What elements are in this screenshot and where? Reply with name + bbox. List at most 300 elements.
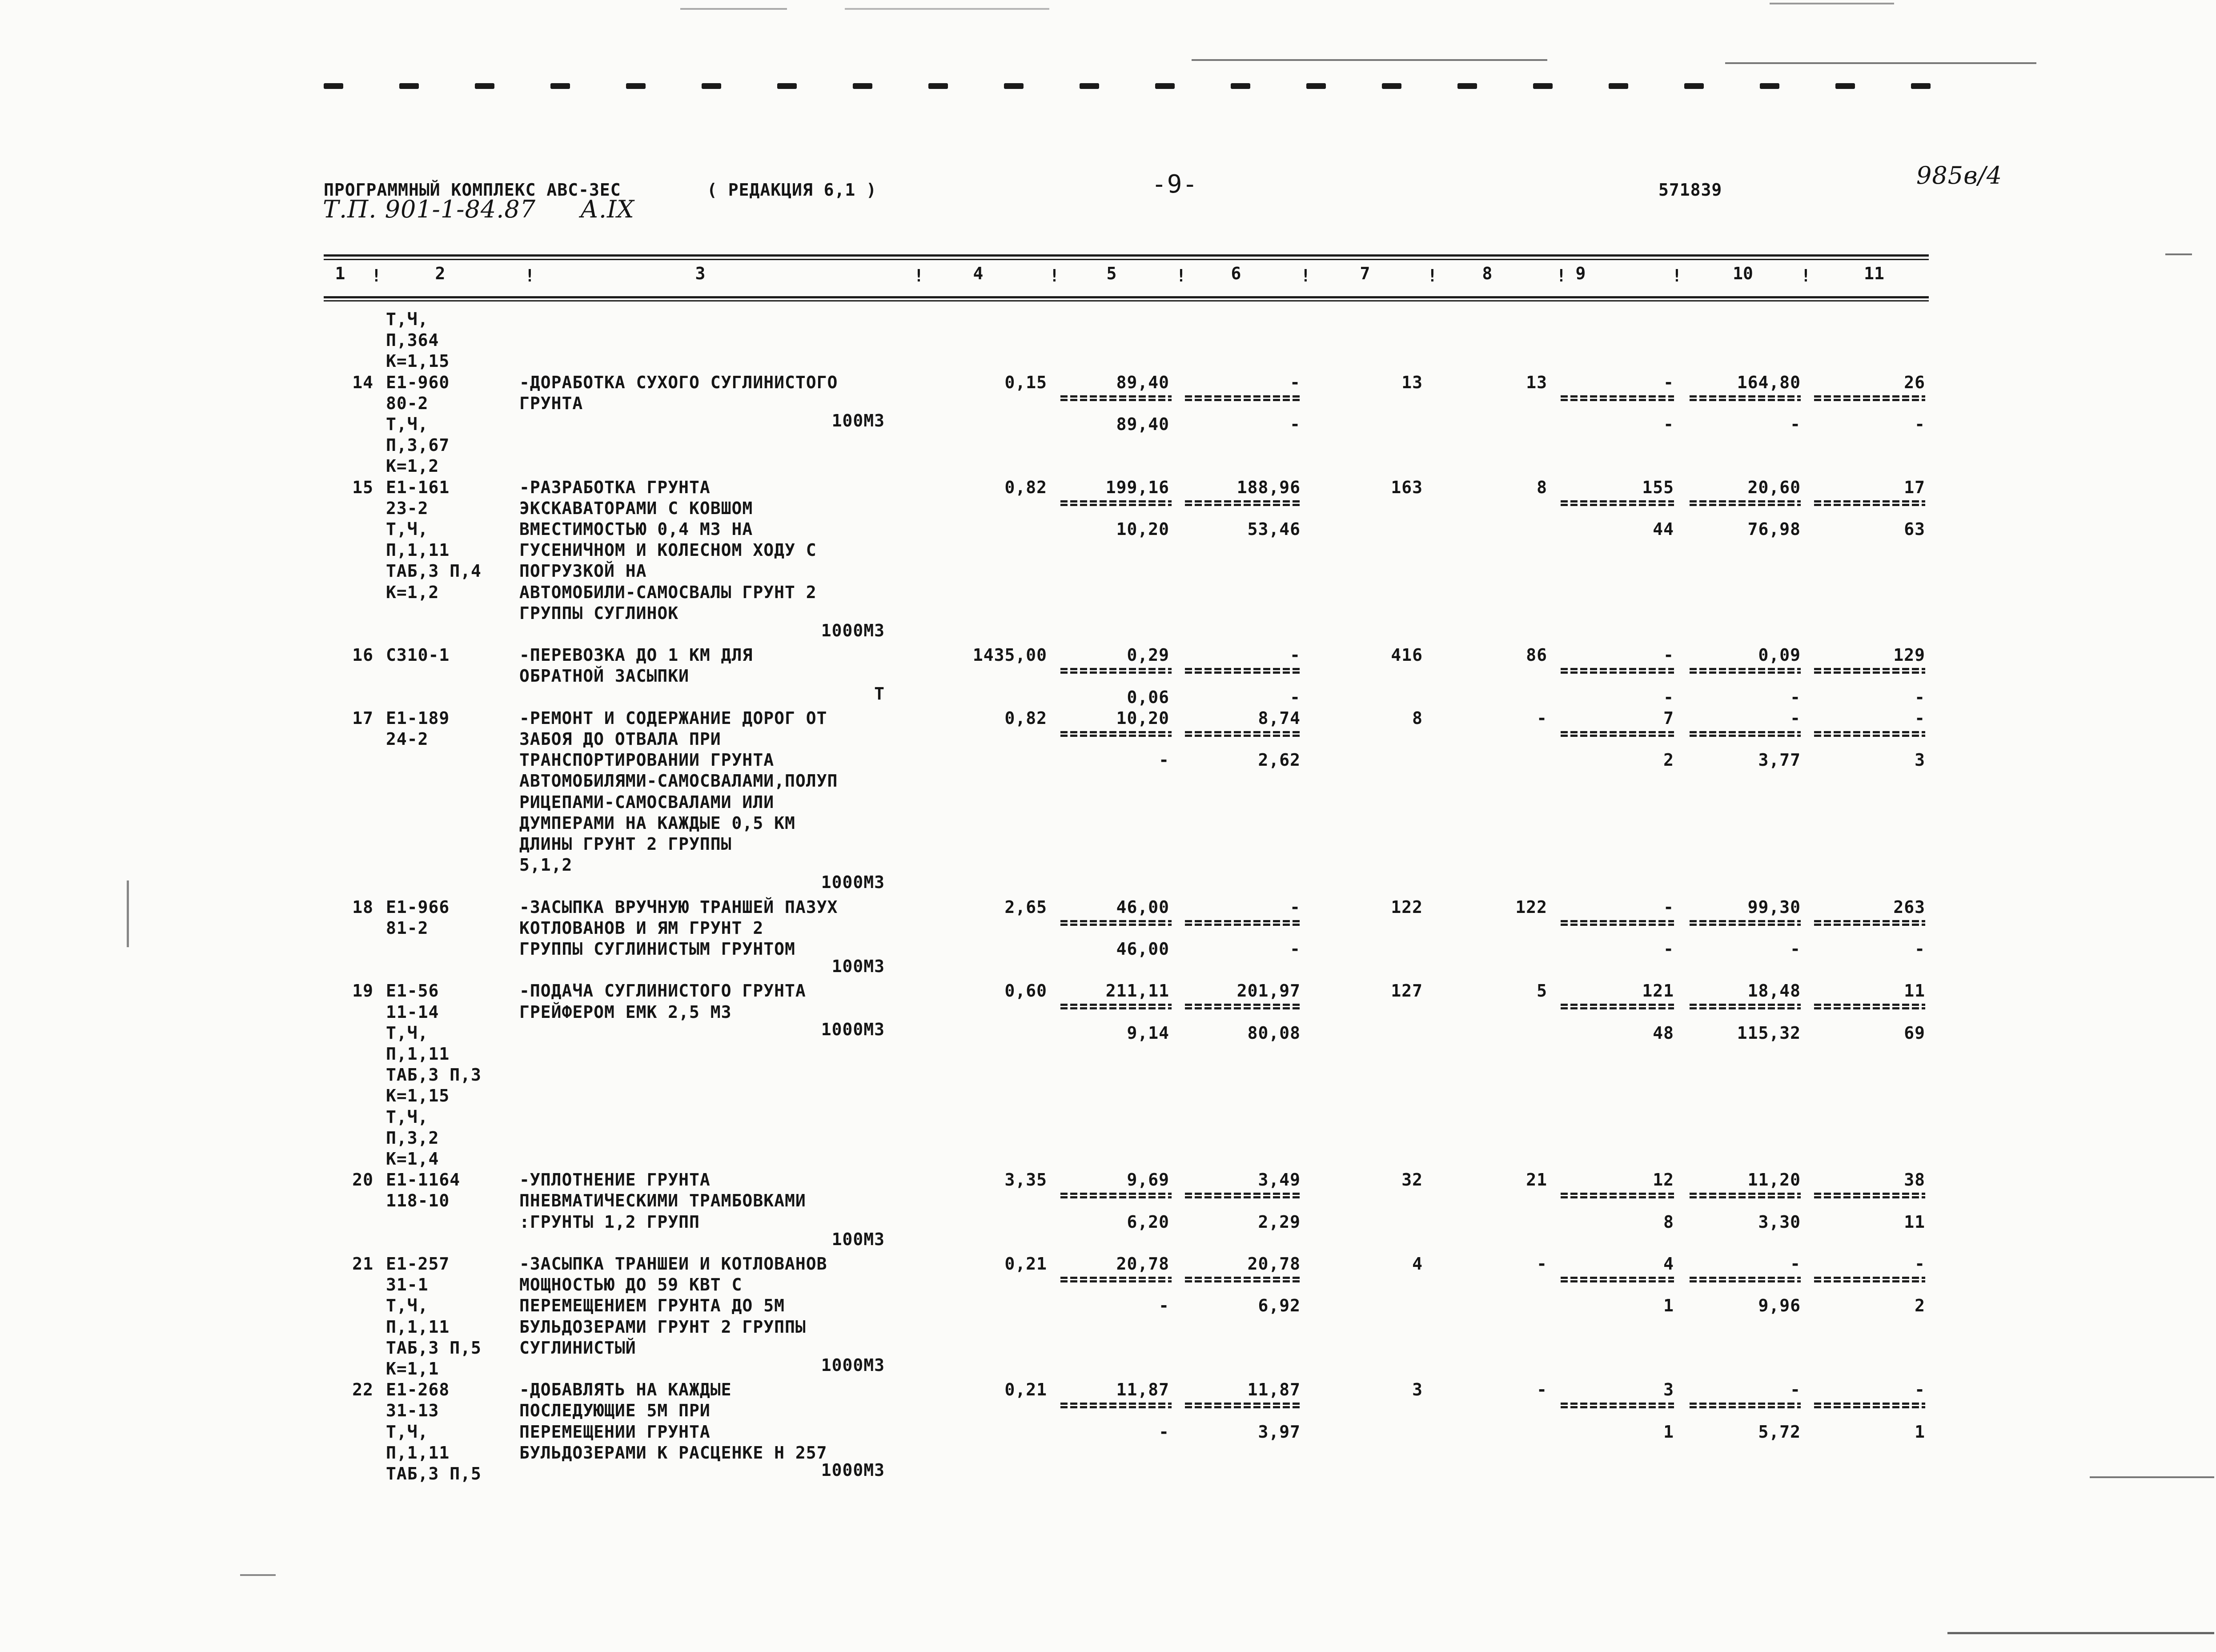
labor-c5: - [1159, 1422, 1169, 1442]
rate-code: 81-2 [386, 918, 429, 938]
subtotal-rule [1814, 1403, 1925, 1405]
unit-of-measure: 100М3 [831, 957, 885, 977]
subtotal-rule [1814, 1004, 1925, 1006]
cost-c11: - [1915, 708, 1925, 728]
labor-c6: - [1290, 939, 1301, 959]
perforation-dash [702, 83, 721, 89]
row-number: 16 [352, 645, 373, 665]
unit-of-measure: 1000М3 [821, 1019, 885, 1039]
work-description: -РЕМОНТ И СОДЕРЖАНИЕ ДОРОГ ОТ [519, 708, 827, 728]
subtotal-rule [1814, 924, 1925, 926]
subtotal-rule [1814, 1196, 1925, 1198]
perforation-dash [1306, 83, 1326, 89]
subtotal-rule [1690, 731, 1801, 733]
subtotal-rule [1185, 399, 1301, 401]
row-number: 17 [352, 708, 373, 728]
subtotal-rule [1814, 1007, 1925, 1009]
subtotal-rule [1814, 731, 1925, 733]
rate-code: 80-2 [386, 393, 429, 413]
labor-c10: 76,98 [1747, 519, 1801, 539]
labor-c9: 1 [1663, 1296, 1674, 1316]
cost-c5: 211,11 [1105, 981, 1169, 1001]
subtotal-rule [1185, 1196, 1301, 1198]
subtotal-rule [1814, 668, 1925, 670]
subtotal-rule [1185, 920, 1301, 922]
scan-streak [1947, 1632, 2214, 1634]
rate-code: ТАБ,3 П,3 [386, 1065, 482, 1085]
rate-code: К=1,4 [386, 1149, 439, 1169]
column-header-5: 5 [1106, 264, 1117, 283]
subtotal-rule [1185, 1007, 1301, 1009]
subtotal-rule [1814, 1193, 1925, 1195]
cost-c5: 199,16 [1105, 477, 1169, 497]
cost-c9: 3 [1663, 1380, 1674, 1400]
work-description: ТРАНСПОРТИРОВАНИИ ГРУНТА [519, 750, 775, 770]
column-separator: ! [1556, 266, 1566, 285]
rate-code: П,1,11 [386, 1044, 450, 1064]
subtotal-rule [1690, 1403, 1801, 1405]
cost-c8: 21 [1526, 1170, 1547, 1190]
cost-c11: 26 [1904, 372, 1925, 392]
column-separator: ! [1049, 266, 1060, 285]
rate-code: Е1-257 [386, 1254, 450, 1274]
work-description: -ЗАСЫПКА ТРАНШЕИ И КОТЛОВАНОВ [519, 1254, 827, 1274]
cost-c10: 20,60 [1747, 477, 1801, 497]
labor-c6: 2,29 [1258, 1212, 1301, 1232]
cost-c6: 8,74 [1258, 708, 1301, 728]
scan-streak [240, 1574, 276, 1576]
subtotal-rule [1690, 395, 1801, 398]
rate-code: С310-1 [386, 645, 450, 665]
subtotal-rule [1185, 500, 1301, 502]
perforation-dash [626, 83, 646, 89]
cost-c9: - [1663, 645, 1674, 665]
cost-c11: - [1915, 1380, 1925, 1400]
cost-c5: 10,20 [1116, 708, 1169, 728]
rate-code: ТАБ,3 П,5 [386, 1464, 482, 1483]
labor-c10: 9,96 [1758, 1296, 1801, 1316]
unit-of-measure: 1000М3 [821, 1460, 885, 1480]
subtotal-rule [1561, 671, 1674, 674]
cost-c6: 201,97 [1236, 981, 1301, 1001]
subtotal-rule [1690, 500, 1801, 502]
cost-c10: - [1790, 1380, 1801, 1400]
subtotal-rule [1690, 1193, 1801, 1195]
perforation-dash [1004, 83, 1024, 89]
scan-streak [127, 880, 129, 947]
cost-c8: 5 [1537, 981, 1547, 1001]
perforation-dash [853, 83, 872, 89]
cost-c8: 13 [1526, 372, 1547, 392]
rate-code: Т,Ч, [386, 1422, 429, 1442]
work-description: МОЩНОСТЬЮ ДО 59 КВТ С [519, 1275, 743, 1295]
subtotal-rule [1814, 1406, 1925, 1408]
subtotal-rule [1690, 1007, 1801, 1009]
labor-c11: 3 [1915, 750, 1925, 770]
subtotal-rule [1060, 671, 1172, 674]
rate-code: П,3,2 [386, 1128, 439, 1148]
rate-code: П,1,11 [386, 1443, 450, 1463]
subtotal-rule [1561, 1196, 1674, 1198]
subtotal-rule [1561, 1007, 1674, 1009]
rate-code: 118-10 [386, 1191, 450, 1211]
subtotal-rule [1060, 1196, 1172, 1198]
subtotal-rule [1690, 1406, 1801, 1408]
work-description: ПОСЛЕДУЮЩИЕ 5М ПРИ [519, 1401, 711, 1421]
cost-c10: 99,30 [1747, 897, 1801, 917]
quantity: 3,35 [1004, 1170, 1047, 1190]
perforation-dash [928, 83, 948, 89]
document-code: 571839 [1658, 180, 1722, 200]
cost-c11: 11 [1904, 981, 1925, 1001]
edition-label: ( РЕДАКЦИЯ 6,1 ) [707, 180, 877, 200]
subtotal-rule [1814, 671, 1925, 674]
subtotal-rule [1561, 1280, 1674, 1282]
subtotal-rule [1561, 1193, 1674, 1195]
cost-c8: - [1537, 1380, 1547, 1400]
work-description: ДУМПЕРАМИ НА КАЖДЫЕ 0,5 КМ [519, 813, 795, 833]
work-description: РИЦЕПАМИ-САМОСВАЛАМИ ИЛИ [519, 792, 775, 812]
cost-c11: 38 [1904, 1170, 1925, 1190]
subtotal-rule [1814, 920, 1925, 922]
subtotal-rule [1060, 735, 1172, 737]
labor-c5: 46,00 [1116, 939, 1169, 959]
subtotal-rule [1690, 1280, 1801, 1282]
labor-c5: 6,20 [1127, 1212, 1169, 1232]
subtotal-rule [1185, 395, 1301, 398]
unit-of-measure: Т [874, 683, 885, 703]
rate-code: 11-14 [386, 1002, 439, 1022]
subtotal-rule [1561, 924, 1674, 926]
cost-c9: - [1663, 897, 1674, 917]
subtotal-rule [1814, 1280, 1925, 1282]
rate-code: К=1,2 [386, 456, 439, 476]
row-number: 22 [352, 1380, 373, 1400]
labor-c11: 69 [1904, 1023, 1925, 1043]
cost-c11: 263 [1893, 897, 1925, 917]
subtotal-rule [1561, 731, 1674, 733]
work-description: ДЛИНЫ ГРУНТ 2 ГРУППЫ [519, 834, 732, 854]
labor-c10: - [1790, 414, 1801, 434]
quantity: 0,21 [1004, 1380, 1047, 1400]
row-number: 15 [352, 477, 373, 497]
cost-c5: 9,69 [1127, 1170, 1169, 1190]
cost-c10: 11,20 [1747, 1170, 1801, 1190]
rate-code: 31-13 [386, 1401, 439, 1421]
column-header-4: 4 [973, 264, 984, 283]
code-line: К=1,15 [386, 351, 450, 371]
work-description: ЗАБОЯ ДО ОТВАЛА ПРИ [519, 729, 721, 749]
scan-streak [2165, 253, 2192, 255]
perforation-dash [324, 83, 343, 89]
labor-c11: 2 [1915, 1296, 1925, 1316]
column-separator: ! [525, 266, 535, 285]
cost-c10: 18,48 [1747, 981, 1801, 1001]
labor-c11: 11 [1904, 1212, 1925, 1232]
column-header-8: 8 [1482, 264, 1493, 283]
subtotal-rule [1060, 731, 1172, 733]
work-description: 5,1,2 [519, 855, 573, 875]
cost-c7: 3 [1412, 1380, 1423, 1400]
column-separator: ! [1176, 266, 1186, 285]
labor-c10: - [1790, 939, 1801, 959]
cost-c7: 4 [1412, 1254, 1423, 1274]
subtotal-rule [1561, 1004, 1674, 1006]
quantity: 0,82 [1004, 708, 1047, 728]
labor-c9: - [1663, 414, 1674, 434]
cost-c8: 122 [1515, 897, 1547, 917]
subtotal-rule [1185, 1403, 1301, 1405]
row-number: 21 [352, 1254, 373, 1274]
work-description: БУЛЬДОЗЕРАМИ К РАСЦЕНКЕ Н 257 [519, 1443, 827, 1463]
cost-c5: 11,87 [1116, 1380, 1169, 1400]
column-header-2: 2 [435, 264, 446, 283]
subtotal-rule [1185, 1277, 1301, 1279]
scan-streak [845, 8, 1049, 10]
work-description: -РАЗРАБОТКА ГРУНТА [519, 477, 711, 497]
cost-c5: 0,29 [1127, 645, 1169, 665]
cost-c7: 32 [1401, 1170, 1423, 1190]
subtotal-rule [1561, 395, 1674, 398]
subtotal-rule [1814, 500, 1925, 502]
column-header-1: 1 [335, 264, 345, 283]
work-description: ПЕРЕМЕЩЕНИЕМ ГРУНТА ДО 5М [519, 1296, 785, 1316]
labor-c9: 44 [1653, 519, 1674, 539]
subtotal-rule [1690, 668, 1801, 670]
rate-code: Т,Ч, [386, 414, 429, 434]
labor-c6: 2,62 [1258, 750, 1301, 770]
subtotal-rule [1561, 504, 1674, 506]
subtotal-rule [1814, 399, 1925, 401]
work-description: -ПЕРЕВОЗКА ДО 1 КМ ДЛЯ [519, 645, 753, 665]
labor-c11: - [1915, 687, 1925, 707]
unit-of-measure: 100М3 [831, 1229, 885, 1249]
labor-c11: - [1915, 939, 1925, 959]
table-top-rule [324, 254, 1929, 257]
subtotal-rule [1690, 735, 1801, 737]
rate-code: П,1,11 [386, 540, 450, 560]
work-description: АВТОМОБИЛИ-САМОСВАЛЫ ГРУНТ 2 [519, 582, 817, 602]
quantity: 0,82 [1004, 477, 1047, 497]
perforation-dash [475, 83, 494, 89]
labor-c6: 80,08 [1247, 1023, 1301, 1043]
labor-c6: 6,92 [1258, 1296, 1301, 1316]
labor-c10: 115,32 [1737, 1023, 1801, 1043]
work-description: ОБРАТНОЙ ЗАСЫПКИ [519, 666, 690, 686]
perforation-dash [1609, 83, 1628, 89]
rate-code: Е1-268 [386, 1380, 450, 1400]
cost-c6: - [1290, 645, 1301, 665]
work-description: КОТЛОВАНОВ И ЯМ ГРУНТ 2 [519, 918, 764, 938]
column-header-10: 10 [1733, 264, 1753, 283]
subtotal-rule [1060, 668, 1172, 670]
work-description: БУЛЬДОЗЕРАМИ ГРУНТ 2 ГРУППЫ [519, 1317, 806, 1337]
subtotal-rule [1060, 1280, 1172, 1282]
cost-c7: 13 [1401, 372, 1423, 392]
cost-c8: - [1537, 708, 1547, 728]
perforation-dash [777, 83, 797, 89]
cost-c9: 12 [1653, 1170, 1674, 1190]
perforation-dash [1760, 83, 1779, 89]
cost-c5: 89,40 [1116, 372, 1169, 392]
subtotal-rule [1185, 504, 1301, 506]
labor-c10: - [1790, 687, 1801, 707]
subtotal-rule [1690, 1004, 1801, 1006]
work-description: ГРУППЫ СУГЛИНОК [519, 603, 679, 623]
subtotal-rule [1690, 920, 1801, 922]
cost-c9: 155 [1642, 477, 1674, 497]
rate-code: Т,Ч, [386, 1296, 429, 1316]
perforation-dash [1457, 83, 1477, 89]
rate-code: Е1-161 [386, 477, 450, 497]
subtotal-rule [1060, 504, 1172, 506]
subtotal-rule [1561, 735, 1674, 737]
perforation-dash [1080, 83, 1099, 89]
quantity: 1435,00 [972, 645, 1047, 665]
subtotal-rule [1814, 735, 1925, 737]
cost-c6: 11,87 [1247, 1380, 1301, 1400]
subtotal-rule [1185, 1004, 1301, 1006]
labor-c6: 53,46 [1247, 519, 1301, 539]
labor-c5: 0,06 [1127, 687, 1169, 707]
rate-code: Е1-966 [386, 897, 450, 917]
quantity: 0,60 [1004, 981, 1047, 1001]
cost-c11: 17 [1904, 477, 1925, 497]
column-header-9: 9 [1575, 264, 1586, 283]
labor-c5: 10,20 [1116, 519, 1169, 539]
rate-code: 24-2 [386, 729, 429, 749]
column-header-11: 11 [1864, 264, 1884, 283]
rate-code: ТАБ,3 П,4 [386, 561, 482, 581]
work-description: ПНЕВМАТИЧЕСКИМИ ТРАМБОВКАМИ [519, 1191, 806, 1211]
page-number: -9- [1152, 170, 1198, 199]
subtotal-rule [1814, 1277, 1925, 1279]
labor-c5: - [1159, 750, 1169, 770]
cost-c10: - [1790, 708, 1801, 728]
rate-code: Е1-960 [386, 372, 450, 392]
cost-c7: 8 [1412, 708, 1423, 728]
labor-c5: 89,40 [1116, 414, 1169, 434]
subtotal-rule [1561, 920, 1674, 922]
row-number: 19 [352, 981, 373, 1001]
labor-c6: - [1290, 687, 1301, 707]
labor-c9: - [1663, 939, 1674, 959]
labor-c10: 3,30 [1758, 1212, 1801, 1232]
subtotal-rule [1561, 668, 1674, 670]
labor-c6: - [1290, 414, 1301, 434]
work-description: ЭКСКАВАТОРАМИ С КОВШОМ [519, 498, 753, 518]
subtotal-rule [1561, 399, 1674, 401]
subtotal-rule [1185, 671, 1301, 674]
labor-c6: 3,97 [1258, 1422, 1301, 1442]
program-title: ПРОГРАММНЫЙ КОМПЛЕКС АВС-3ЕС [324, 180, 621, 200]
column-header-7: 7 [1360, 264, 1370, 283]
rate-code: 23-2 [386, 498, 429, 518]
subtotal-rule [1185, 731, 1301, 733]
row-number: 18 [352, 897, 373, 917]
scan-streak [680, 8, 787, 10]
work-description: :ГРУНТЫ 1,2 ГРУПП [519, 1212, 700, 1232]
handwritten-project-number: Т.П. 901-1-84.87 [323, 195, 536, 223]
rate-code: Е1-1164 [386, 1170, 461, 1190]
cost-c6: 188,96 [1236, 477, 1301, 497]
column-header-6: 6 [1231, 264, 1241, 283]
column-separator: ! [914, 266, 924, 285]
rate-code: ТАБ,3 П,5 [386, 1338, 482, 1358]
scan-streak [1192, 59, 1547, 61]
perforation-dash [1382, 83, 1401, 89]
unit-of-measure: 1000М3 [821, 621, 885, 640]
quantity: 0,21 [1004, 1254, 1047, 1274]
cost-c6: - [1290, 897, 1301, 917]
column-separator: ! [1672, 266, 1682, 285]
rate-code: 31-1 [386, 1275, 429, 1295]
perforation-dash [1911, 83, 1931, 89]
subtotal-rule [1561, 1403, 1674, 1405]
work-description: СУГЛИНИСТЫЙ [519, 1338, 636, 1358]
labor-c9: 1 [1663, 1422, 1674, 1442]
subtotal-rule [1060, 1403, 1172, 1405]
subtotal-rule [1561, 1406, 1674, 1408]
rate-code: П,3,67 [386, 435, 450, 455]
rate-code: К=1,15 [386, 1086, 450, 1106]
subtotal-rule [1185, 668, 1301, 670]
subtotal-rule [1814, 504, 1925, 506]
scan-streak [1725, 62, 2036, 64]
subtotal-rule [1690, 1196, 1801, 1198]
labor-c9: 8 [1663, 1212, 1674, 1232]
subtotal-rule [1561, 500, 1674, 502]
handwritten-album: А.IX [580, 195, 634, 223]
subtotal-rule [1690, 399, 1801, 401]
subtotal-rule [1060, 399, 1172, 401]
labor-c11: 1 [1915, 1422, 1925, 1442]
perforation-dash [1155, 83, 1175, 89]
unit-of-measure: 1000М3 [821, 1355, 885, 1375]
handwritten-reference: 985в/4 [1916, 161, 2003, 189]
column-separator: ! [1427, 266, 1437, 285]
subtotal-rule [1690, 1277, 1801, 1279]
work-description: ГРУНТА [519, 393, 583, 413]
code-line: Т,Ч, [386, 309, 429, 329]
cost-c11: 129 [1893, 645, 1925, 665]
perforation-dash [1231, 83, 1250, 89]
row-number: 14 [352, 372, 373, 392]
cost-c10: 0,09 [1758, 645, 1801, 665]
code-line: П,364 [386, 330, 439, 350]
subtotal-rule [1060, 1007, 1172, 1009]
work-description: ПЕРЕМЕЩЕНИИ ГРУНТА [519, 1422, 711, 1442]
work-description: -ДОРАБОТКА СУХОГО СУГЛИНИСТОГО [519, 372, 838, 392]
work-description: ГРЕЙФЕРОМ ЕМК 2,5 М3 [519, 1002, 732, 1022]
labor-c11: - [1915, 414, 1925, 434]
column-separator: ! [1301, 266, 1311, 285]
cost-c11: - [1915, 1254, 1925, 1274]
subtotal-rule [1060, 1406, 1172, 1408]
cost-c6: 20,78 [1247, 1254, 1301, 1274]
work-description: -УПЛОТНЕНИЕ ГРУНТА [519, 1170, 711, 1190]
rate-code: Т,Ч, [386, 519, 429, 539]
subtotal-rule [1561, 1277, 1674, 1279]
subtotal-rule [1814, 395, 1925, 398]
cost-c7: 163 [1391, 477, 1423, 497]
subtotal-rule [1060, 920, 1172, 922]
labor-c9: 2 [1663, 750, 1674, 770]
cost-c8: - [1537, 1254, 1547, 1274]
labor-c10: 5,72 [1758, 1422, 1801, 1442]
cost-c5: 20,78 [1116, 1254, 1169, 1274]
work-description: -ПОДАЧА СУГЛИНИСТОГО ГРУНТА [519, 981, 806, 1001]
